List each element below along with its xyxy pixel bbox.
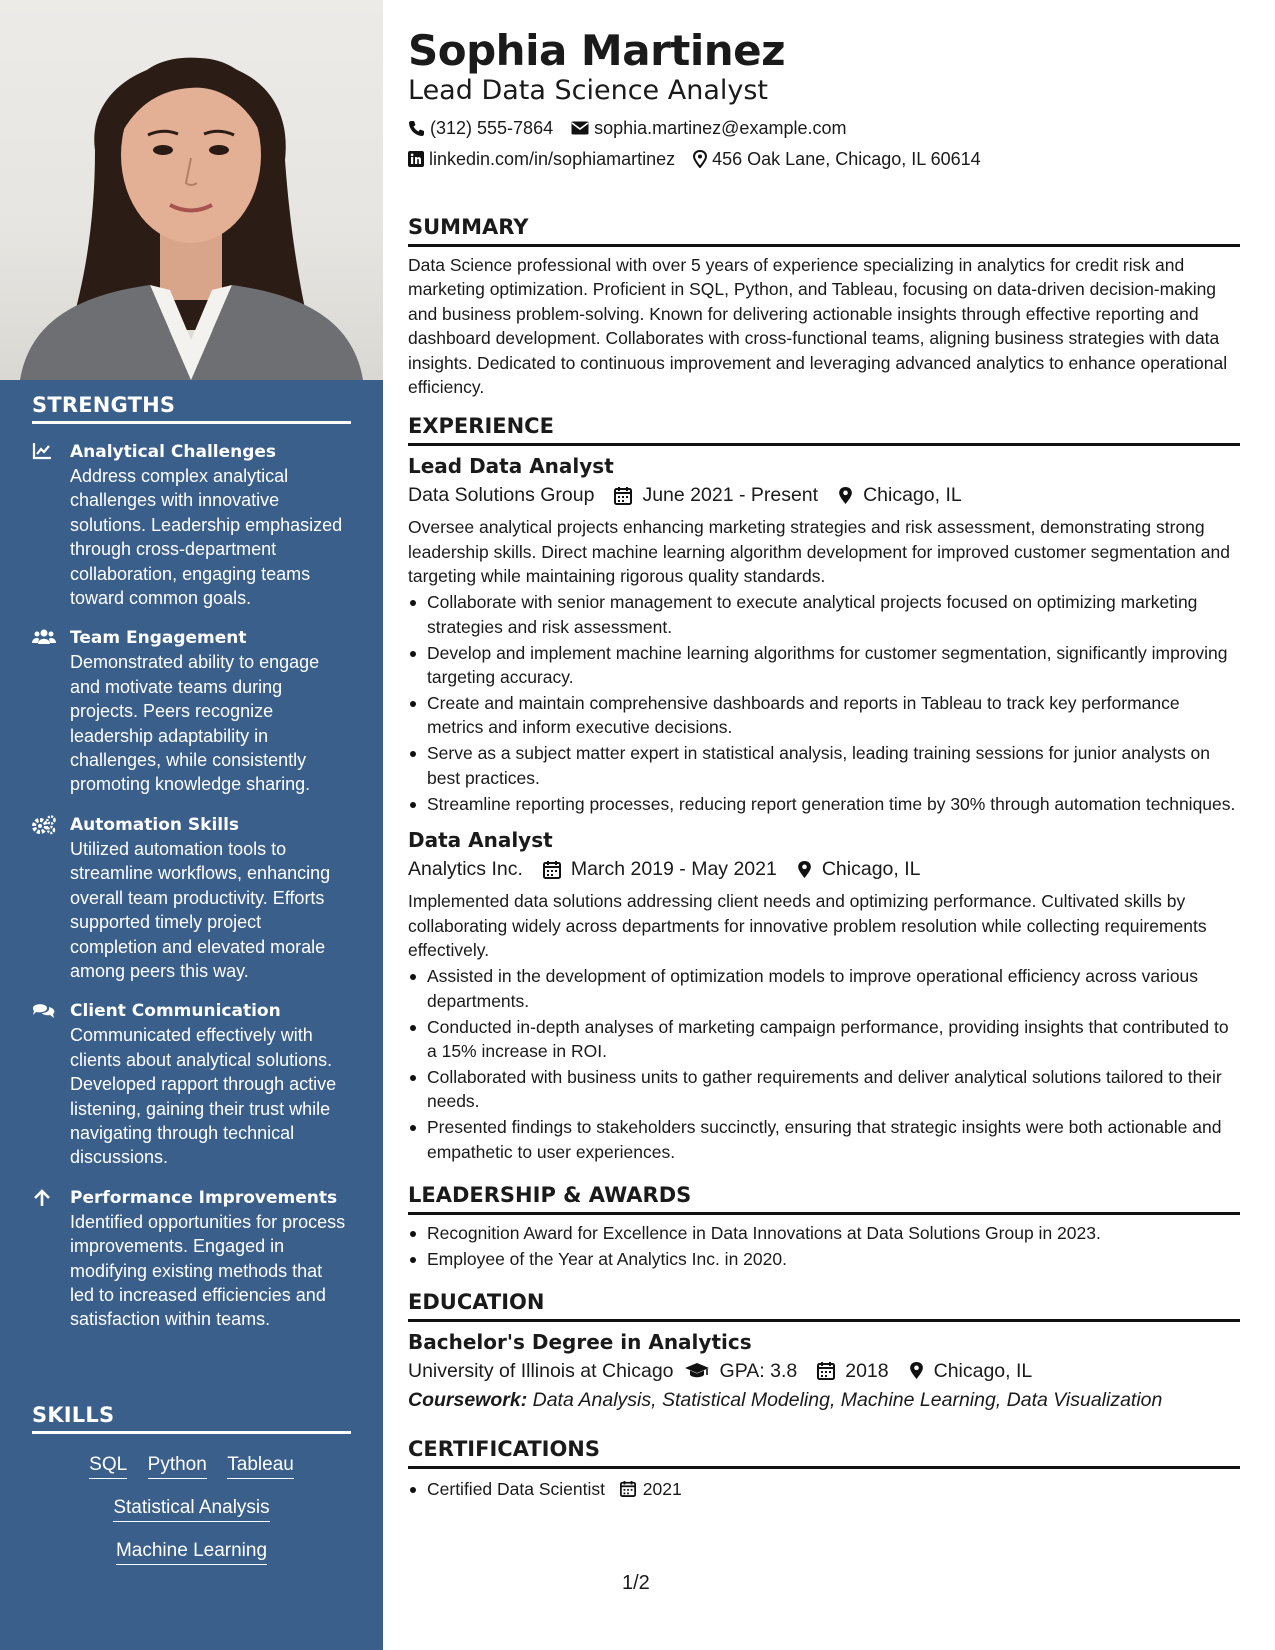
leadership-section: [408, 1182, 1240, 1271]
job-bullet: Collaborated with business units to gather requirements and deliver analytical solutions tailored to their needs.: [408, 1065, 1240, 1114]
experience-title: EXPERIENCE: [408, 413, 1240, 446]
location-pin-icon: [797, 860, 812, 879]
strength-title: Automation Skills: [70, 814, 240, 835]
candidate-role: Lead Data Science Analyst: [408, 75, 769, 106]
strength-description: Identified opportunities for process improvements. Engaged in modifying existing methods that led to increased efficiencies and satisfaction within teams.: [70, 1211, 346, 1330]
certification-item: [408, 1477, 1240, 1501]
gpa-item: [684, 1357, 798, 1385]
job-dates: June 2021 - Present: [642, 484, 819, 507]
skills-title: SKILLS: [32, 1403, 351, 1434]
certification-name: Certified Data Scientist: [427, 1478, 605, 1499]
email-item[interactable]: [571, 117, 846, 139]
job-bullet: Streamline reporting processes, reducing report generation time by 30% through automation techniques.: [408, 792, 1240, 816]
degree-title: Bachelor's Degree in Analytics: [408, 1329, 752, 1354]
candidate-name: Sophia Martinez: [408, 26, 786, 75]
sidebar: [0, 0, 383, 1650]
strength-item: [32, 813, 351, 983]
job-bullet: Serve as a subject matter expert in statistical analysis, leading training sessions for junior analysts on best practices.: [408, 741, 1240, 790]
skill-tag: Machine Learning: [116, 1540, 267, 1565]
strengths-section: [32, 393, 351, 1332]
job-dates-item: [543, 855, 777, 883]
job-description: Oversee analytical projects enhancing marketing strategies and risk assessment, demonstrating strong leadership skills. Direct machine learning algorithm development for improved customer segmentation and targeting while maintaining rigorous quality standards.: [408, 517, 1230, 587]
award-item: Recognition Award for Excellence in Data Innovations at Data Solutions Group in 2023.: [408, 1221, 1240, 1245]
contact-row: [408, 117, 1240, 139]
calendar-icon: [817, 1361, 835, 1380]
job-description: Implemented data solutions addressing client needs and optimizing performance. Cultivated skills by collaborating widely across departments for innovative problem resolution while collecting requirements effectively.: [408, 891, 1207, 961]
skill-tag: SQL: [89, 1454, 127, 1479]
job-dates-item: [614, 481, 818, 509]
job-entry: [408, 453, 1240, 816]
skill-tag: Python: [148, 1454, 207, 1479]
calendar-icon: [614, 486, 632, 505]
education-location-item: [909, 1357, 1033, 1385]
phone-text: (312) 555-7864: [430, 118, 554, 138]
arrow-up-icon: [32, 1186, 70, 1332]
job-bullet: Create and maintain comprehensive dashboards and reports in Tableau to track key performance metrics and inform executive decisions.: [408, 691, 1240, 740]
strengths-title: STRENGTHS: [32, 393, 351, 424]
coursework-label: Coursework:: [408, 1388, 528, 1411]
strength-description: Address complex analytical challenges with innovative solutions. Leadership emphasized through cross-department collaboration, engaging teams toward common goals.: [70, 466, 343, 609]
graduation-cap-icon: [684, 1362, 710, 1380]
location-pin-icon: [838, 486, 853, 505]
strength-item: [32, 626, 351, 796]
education-location: Chicago, IL: [933, 1359, 1033, 1382]
coursework-text: Data Analysis, Statistical Modeling, Machine Learning, Data Visualization: [532, 1388, 1163, 1411]
contact-row: [408, 148, 1240, 170]
job-bullet: Collaborate with senior management to execute analytical projects focused on optimizing marketing strategies and risk assessment.: [408, 590, 1240, 639]
gears-icon: [32, 813, 70, 983]
phone-icon: [408, 120, 425, 137]
education-meta: [408, 1357, 1240, 1385]
certification-year: 2021: [642, 1478, 682, 1499]
strength-description: Communicated effectively with clients about analytical solutions. Developed rapport through active listening, gaining their trust while navigating through technical discussions.: [70, 1025, 337, 1168]
job-bullets: [408, 590, 1240, 816]
job-entry: [408, 827, 1240, 1164]
email-text[interactable]: sophia.martinez@example.com: [594, 118, 847, 138]
comments-icon: [32, 999, 70, 1169]
award-list: [408, 1221, 1240, 1271]
address-item: [693, 148, 981, 170]
profile-photo: [0, 0, 383, 380]
graduation-year-item: [817, 1357, 888, 1385]
calendar-icon: [543, 860, 561, 879]
page-number: 1/2: [622, 1572, 650, 1594]
job-meta: [408, 481, 1240, 509]
summary-text: Data Science professional with over 5 years of experience specializing in analytics for credit risk and marketing optimization. Proficient in SQL, Python, and Tableau, focusing on data-driven decision-making and business problem-solving. Known for delivering actionable insights through effective reporting and dashboard development. Collaborates with cross-functional teams, aligning business strategies with data insights. Dedicated to continuous improvement and leveraging advanced analytics to enhance operational efficiency.: [408, 255, 1228, 398]
main-content: [408, 26, 1240, 1501]
job-bullet: Conducted in-depth analyses of marketing campaign performance, providing insights that contributed to a 15% increase in ROI.: [408, 1015, 1240, 1064]
job-bullets: [408, 964, 1240, 1164]
users-icon: [32, 626, 70, 796]
chart-line-icon: [32, 440, 70, 610]
job-location: Chicago, IL: [821, 858, 921, 881]
job-bullet: Presented findings to stakeholders succinctly, ensuring that strategic insights were both actionable and empathetic to user experiences.: [408, 1115, 1240, 1164]
job-meta: [408, 855, 1240, 883]
job-title: Data Analyst: [408, 828, 553, 853]
skill-tag: Tableau: [227, 1454, 294, 1479]
education-section: [408, 1289, 1240, 1415]
leadership-title: LEADERSHIP & AWARDS: [408, 1182, 1240, 1215]
strength-description: Demonstrated ability to engage and motivate teams during projects. Peers recognize leadership adaptability in challenges, while consistently promoting knowledge sharing.: [70, 652, 320, 795]
skills-list: [32, 1454, 351, 1565]
strength-item: [32, 1186, 351, 1332]
strength-item: [32, 999, 351, 1169]
strength-title: Team Engagement: [70, 628, 247, 649]
job-company: Data Solutions Group: [408, 484, 595, 507]
job-location-item: [838, 481, 962, 509]
education-title: EDUCATION: [408, 1289, 1240, 1322]
school-name: University of Illinois at Chicago: [408, 1359, 674, 1382]
gpa-text: GPA: 3.8: [719, 1359, 798, 1382]
strength-item: [32, 440, 351, 610]
job-location: Chicago, IL: [863, 484, 962, 507]
strength-description: Utilized automation tools to streamline workflows, enhancing overall team productivity. Efforts supported timely project completion and elevated morale among peers this way.: [70, 838, 331, 981]
job-title: Lead Data Analyst: [408, 454, 614, 479]
linkedin-icon: [408, 151, 424, 167]
strength-title: Analytical Challenges: [70, 442, 277, 462]
skill-tag: Statistical Analysis: [113, 1497, 269, 1522]
location-pin-icon: [909, 1361, 924, 1380]
certifications-title: CERTIFICATIONS: [408, 1436, 1240, 1469]
calendar-icon: [620, 1480, 636, 1497]
address-text: 456 Oak Lane, Chicago, IL 60614: [712, 149, 981, 169]
coursework-row: [408, 1385, 1240, 1415]
job-bullet: Assisted in the development of optimization models to improve operational efficiency across various departments.: [408, 964, 1240, 1013]
experience-section: [408, 413, 1240, 1164]
certifications-section: [408, 1436, 1240, 1501]
summary-title: SUMMARY: [408, 214, 1240, 247]
certification-list: [408, 1477, 1240, 1501]
envelope-icon: [571, 121, 589, 135]
job-company: Analytics Inc.: [408, 858, 523, 881]
linkedin-item[interactable]: [408, 148, 675, 170]
job-location-item: [797, 855, 921, 883]
strength-title: Performance Improvements: [70, 1187, 338, 1208]
skills-section: [32, 1403, 351, 1583]
phone-item: [408, 117, 553, 139]
job-dates: March 2019 - May 2021: [570, 858, 777, 881]
linkedin-text[interactable]: linkedin.com/in/sophiamartinez: [429, 149, 676, 169]
strength-title: Client Communication: [70, 1001, 281, 1022]
location-pin-icon: [693, 150, 707, 168]
job-bullet: Develop and implement machine learning algorithms for customer segmentation, significantly improving targeting accuracy.: [408, 641, 1240, 690]
award-item: Employee of the Year at Analytics Inc. in 2020.: [408, 1247, 1240, 1271]
graduation-year: 2018: [845, 1359, 889, 1382]
summary-section: [408, 214, 1240, 399]
